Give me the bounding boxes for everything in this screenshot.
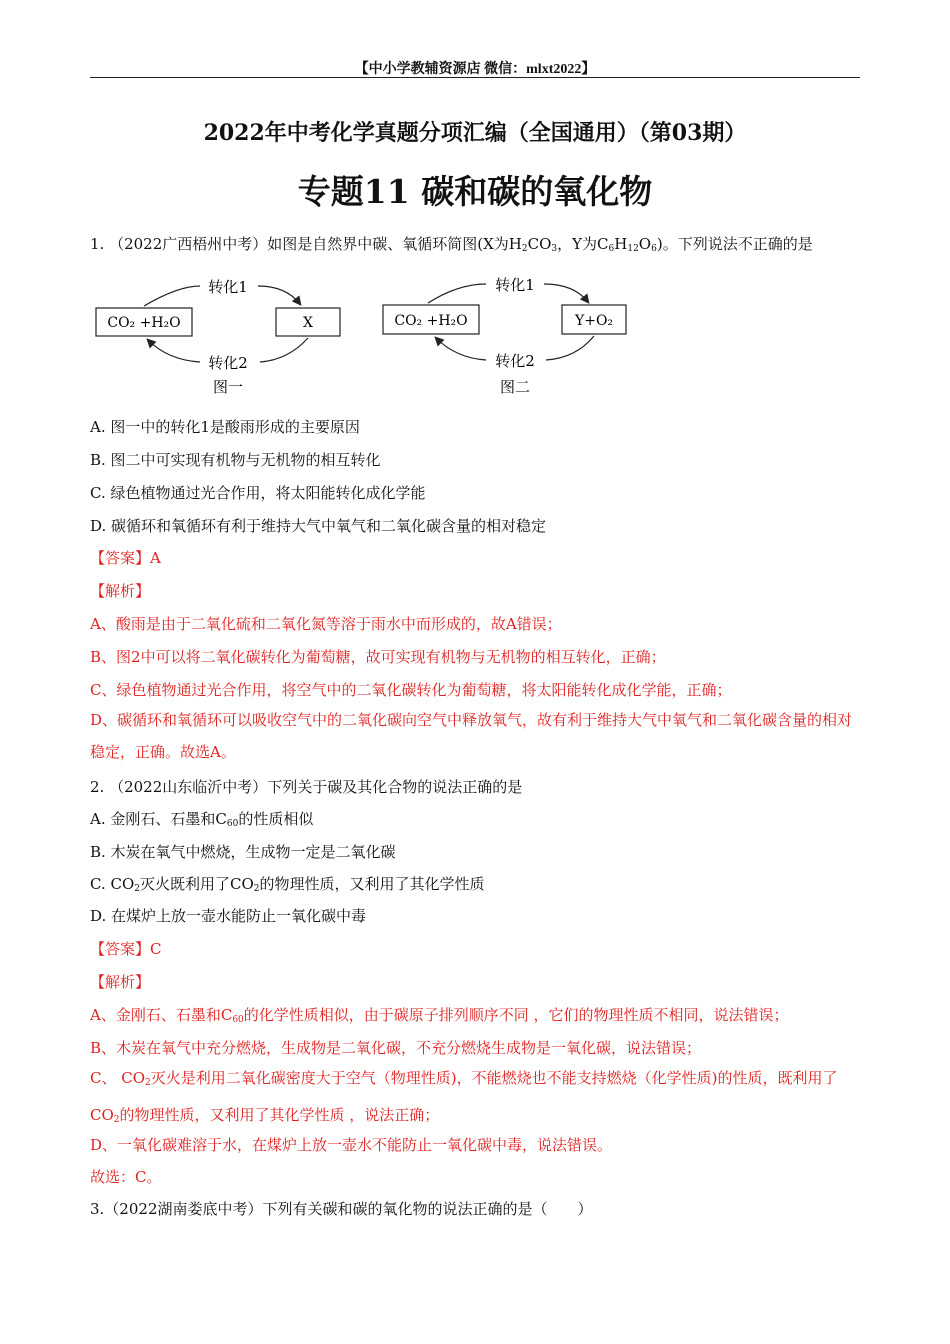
fig2-conversion1-label: 转化1	[495, 276, 535, 294]
fig2-top-arc-left	[428, 284, 486, 303]
topic-title: 专题11 碳和碳的氧化物	[297, 172, 653, 211]
fig2-conversion2-label: 转化2	[495, 352, 535, 370]
document-title: 2022年中考化学真题分项汇编（全国通用）（第03期）	[203, 120, 747, 146]
fig1-top-arc-left	[144, 286, 200, 306]
fig2-caption: 图二	[499, 378, 531, 396]
fig1-bottom-arc-left	[148, 340, 200, 362]
fig1-bottom-arc-right	[260, 338, 308, 362]
fig1-caption: 图一	[212, 378, 244, 396]
q1-option-d: D. 碳循环和氧循环有利于维持大气中氧气和二氧化碳含量的相对稳定	[90, 517, 547, 535]
figure-one	[96, 278, 340, 396]
q1-option-c: C. 绿色植物通过光合作用，将太阳能转化成化学能	[90, 484, 426, 502]
fig1-left-label: CO₂ +H₂O	[107, 315, 181, 331]
q1-analysis-d: D、碳循环和氧循环可以吸收空气中的二氧化碳向空气中释放氧气，故有利于维持大气中氧气和二氧化碳含量的相对稳定，正确。故选A。	[90, 711, 853, 761]
fig2-bottom-arc-left	[436, 338, 486, 360]
fig2-left-label: CO₂ +H₂O	[394, 313, 468, 329]
fig2-bottom-arc-right	[546, 336, 594, 360]
q1-analysis-b: B、图2中可以将二氧化碳转化为葡萄糖，故可实现有机物与无机物的相互转化，正确；	[90, 648, 666, 666]
q1-analysis-a: A、酸雨是由于二氧化硫和二氧化氮等溶于雨水中而形成的，故A错误；	[90, 615, 562, 633]
q2-analysis-c: C、 $CO_2$灭火是利用二氧化碳密度大于空气（物理性质)，不能燃烧也不能支持燃烧（化学性质)的性质，既利用了$CO_2$的物理性质，又利用了其化学性质 ，说法正确；	[90, 1069, 838, 1125]
q2-analysis-label: 【解析】	[90, 973, 151, 991]
fig2-top-arc-right	[544, 284, 588, 302]
fig2-right-label: Y+O₂	[574, 313, 614, 329]
q1-option-a: A. 图一中的转化1是酸雨形成的主要原因	[90, 418, 360, 436]
q1-answer: 【答案】A	[90, 549, 161, 567]
q2-analysis-a: A、金刚石、石墨和$C_{60}$的化学性质相似，由于碳原子排列顺序不同 ，它们的物理性质不相同，说法错误；	[90, 1006, 789, 1025]
fig1-top-arc-right	[258, 286, 300, 304]
q2-option-a: A. 金刚石、石墨和$C_{60}$的性质相似	[90, 810, 314, 829]
fig1-right-label: X	[303, 315, 313, 331]
q2-option-d: D. 在煤炉上放一壶水能防止一氧化碳中毒	[90, 907, 367, 925]
q2-stem: 2. （2022山东临沂中考）下列关于碳及其化合物的说法正确的是	[90, 778, 523, 796]
figure-two	[383, 276, 626, 396]
q2-option-b: B. 木炭在氧气中燃烧，生成物一定是二氧化碳	[90, 843, 396, 861]
q2-conclusion: 故选：C。	[90, 1168, 162, 1186]
q1-analysis-c: C、绿色植物通过光合作用，将空气中的二氧化碳转化为葡萄糖，将太阳能转化成化学能，正确；	[90, 681, 732, 699]
fig1-conversion2-label: 转化2	[208, 354, 248, 372]
q2-answer: 【答案】C	[90, 940, 162, 958]
q2-option-c: C. $CO_2$灭火既利用了$CO_2$的物理性质，又利用了其化学性质	[90, 875, 485, 894]
carbon-oxygen-cycle-diagram	[88, 272, 648, 404]
header-rule	[90, 77, 860, 78]
q3-stem: 3.（2022湖南娄底中考）下列有关碳和碳的氧化物的说法正确的是（ ）	[90, 1200, 593, 1218]
q2-analysis-b: B、木炭在氧气中充分燃烧，生成物是二氧化碳，不充分燃烧生成物是一氧化碳，说法错误；	[90, 1039, 702, 1057]
q1-analysis-label: 【解析】	[90, 582, 151, 600]
q1-stem: 1. （2022广西梧州中考）如图是自然界中碳、氧循环简图(X为$H_2CO_3$，Y为$C_6H_{12}O_6$)。下列说法不正确的是	[90, 235, 813, 254]
q2-analysis-d: D、一氧化碳难溶于水，在煤炉上放一壶水不能防止一氧化碳中毒，说法错误。	[90, 1136, 613, 1154]
q1-option-b: B. 图二中可实现有机物与无机物的相互转化	[90, 451, 381, 469]
page-header: 【中小学教辅资源店 微信：mlxt2022】	[354, 62, 596, 77]
fig1-conversion1-label: 转化1	[208, 278, 248, 296]
